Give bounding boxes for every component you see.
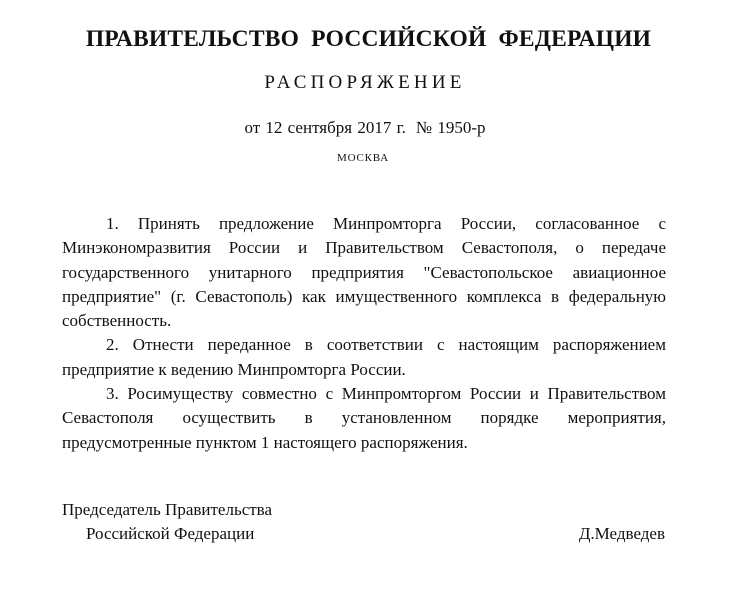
signer-position (62, 498, 272, 546)
city-name: МОСКВА (337, 152, 389, 164)
signer-position-line1: Председатель Правительства (62, 500, 273, 519)
document-type: РАСПОРЯЖЕНИЕ (264, 72, 466, 93)
date-line (0, 118, 730, 138)
document-number: № 1950-р (415, 118, 486, 137)
signatory-name: Д.Медведев (578, 524, 665, 543)
government-title: ПРАВИТЕЛЬСТВО РОССИЙСКОЙ ФЕДЕРАЦИИ (85, 26, 652, 52)
document-date: от 12 сентября 2017 г. (244, 118, 406, 137)
paragraph-3: 3. Росимуществу совместно с Минпромторгом России и Правительством Севастополя осуществить в установленном порядке мероприятия, предусмотренные пунктом 1 настоящего распоряжения. (62, 384, 666, 452)
paragraph-1: 1. Принять предложение Минпромторга России, согласованное с Минэкономразвития России и Правительством Севастополя, о передаче государственного унитарного предприятия "Севастопольское авиационное предприятие" (г. Севастополь) как имущественного комплекса в федеральную собственность. (62, 214, 666, 331)
paragraph-2: 2. Отнести переданное в соответствии с настоящим распоряжением предприятие к ведению Минпромторга России. (62, 335, 666, 379)
signer-position-line2: Российской Федерации (86, 524, 255, 543)
document-body (62, 212, 666, 455)
